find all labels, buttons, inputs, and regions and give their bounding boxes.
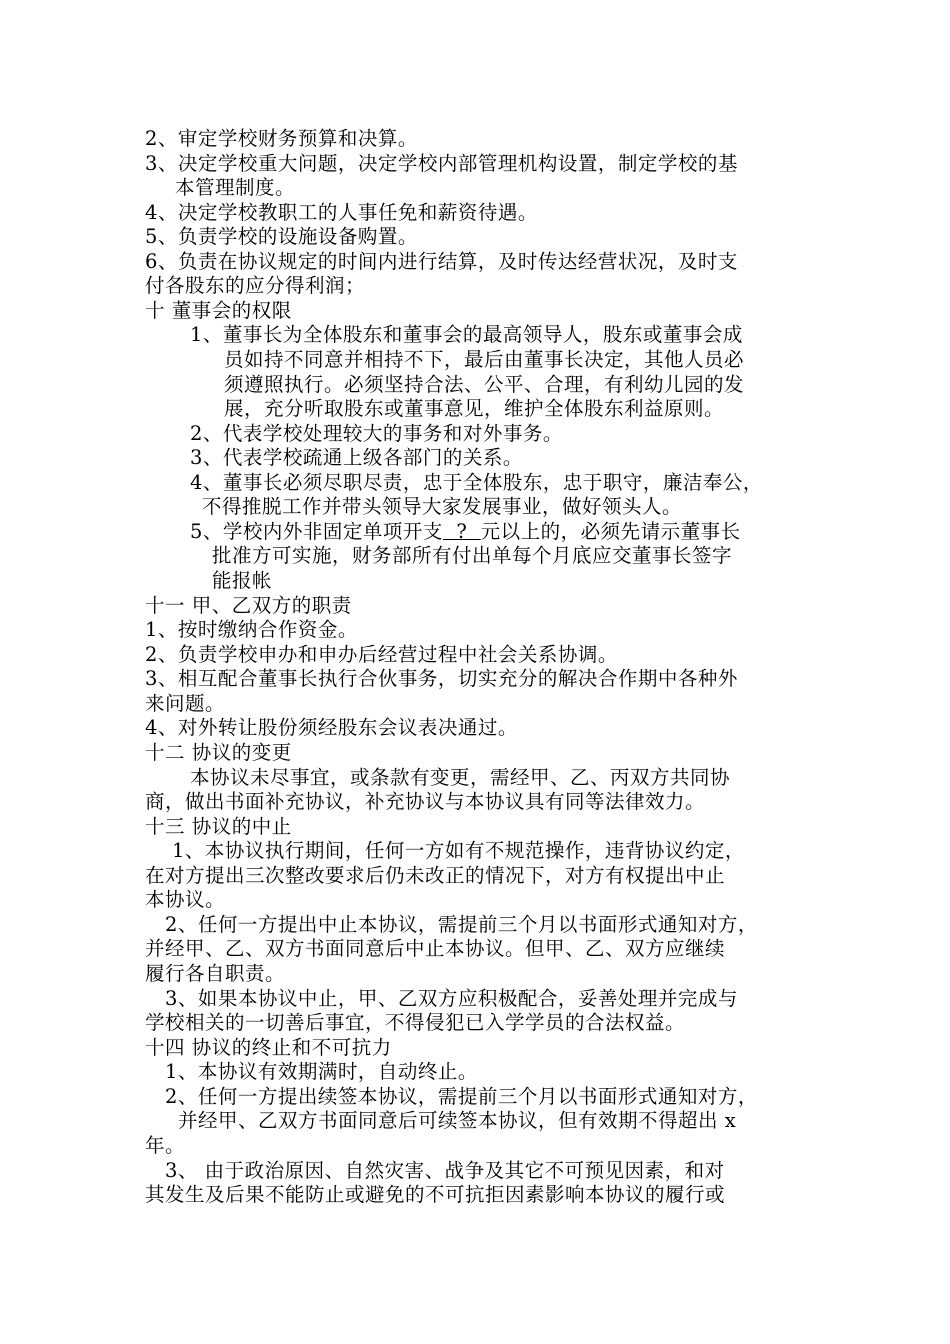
text-line: 展，充分听取股东或董事意见，维护全体股东利益原则。 [224, 397, 725, 420]
text-line: 并经甲、乙双方书面同意后可续签本协议，但有效期不得超出 x [178, 1109, 737, 1132]
text-line: 并经甲、乙、双方书面同意后中止本协议。但甲、乙、双方应继续 [145, 937, 726, 960]
text-line: 来问题。 [145, 692, 226, 715]
text-line: 4、对外转让股份须经股东会议表决通过。 [145, 716, 518, 739]
text-line: 1、本协议执行期间，任何一方如有不规范操作，违背协议约定， [172, 839, 745, 862]
text-line: 6、负责在协议规定的时间内进行结算，及时传达经营状况，及时支 [145, 250, 738, 273]
section-heading: 十二 协议的变更 [145, 741, 292, 764]
text-line: 1、本协议有效期满时，自动终止。 [165, 1060, 478, 1083]
text-line: 本协议。 [145, 888, 226, 911]
text-line: 1、按时缴纳合作资金。 [145, 618, 358, 641]
text-line: 员如持不同意并相持不下，最后由董事长决定，其他人员必 [224, 348, 745, 371]
text-line: 2、代表学校处理较大的事务和对外事务。 [190, 422, 563, 445]
text-line: 本协议未尽事宜，或条款有变更，需经甲、乙、丙双方共同协 [190, 766, 731, 789]
text-segment: 5、学校内外非固定单项开支 [190, 520, 443, 543]
text-line: 在对方提出三次整改要求后仍未改正的情况下，对方有权提出中止 [145, 864, 726, 887]
text-line: 本管理制度。 [175, 176, 296, 199]
text-line: 商，做出书面补充协议，补充协议与本协议具有同等法律效力。 [145, 790, 706, 813]
text-segment: 元以上的，必须先请示董事长 [480, 520, 741, 543]
text-line: 3、决定学校重大问题，决定学校内部管理机构设置，制定学校的基 [145, 152, 738, 175]
text-line: 3、 由于政治原因、自然灾害、战争及其它不可预见因素，和对 [165, 1159, 725, 1182]
text-line: 4、决定学校教职工的人事任免和薪资待遇。 [145, 201, 538, 224]
section-heading: 十四 协议的终止和不可抗力 [145, 1036, 392, 1059]
section-heading: 十三 协议的中止 [145, 815, 292, 838]
text-line: 付各股东的应分得利润； [145, 274, 366, 297]
blank-amount-field: ? [442, 520, 481, 543]
section-heading: 十一 甲、乙双方的职责 [145, 594, 352, 617]
text-line: 3、相互配合董事长执行合伙事务，切实充分的解决合作期中各种外 [145, 667, 738, 690]
text-line: 3、代表学校疏通上级各部门的关系。 [190, 446, 523, 469]
text-line: 学校相关的一切善后事宜，不得侵犯已入学学员的合法权益。 [145, 1011, 686, 1034]
text-line: 1、董事长为全体股东和董事会的最高领导人，股东或董事会成 [190, 323, 743, 346]
text-line: 批准方可实施，财务部所有付出单每个月底应交董事长签字 [212, 544, 733, 567]
text-line: 须遵照执行。必须坚持合法、公平、合理，有利幼儿园的发 [224, 373, 745, 396]
text-line: 不得推脱工作并带头领导大家发展事业，做好领头人。 [202, 495, 683, 518]
text-line: 年。 [145, 1134, 186, 1157]
text-line: 2、审定学校财务预算和决算。 [145, 127, 418, 150]
text-line: 2、任何一方提出中止本协议，需提前三个月以书面形式通知对方， [165, 913, 758, 936]
text-line: 其发生及后果不能防止或避免的不可抗拒因素影响本协议的履行或 [145, 1183, 726, 1206]
text-line: 履行各自职责。 [145, 962, 286, 985]
text-line: 5、负责学校的设施设备购置。 [145, 225, 418, 248]
text-line: 4、董事长必须尽职尽责，忠于全体股东，忠于职守，廉洁奉公， [190, 471, 763, 494]
text-line [190, 521, 741, 543]
text-line: 能报帐 [212, 569, 273, 592]
text-line: 3、如果本协议中止，甲、乙双方应积极配合，妥善处理并完成与 [165, 987, 738, 1010]
section-heading: 十 董事会的权限 [145, 299, 292, 322]
text-line: 2、任何一方提出续签本协议，需提前三个月以书面形式通知对方， [165, 1085, 758, 1108]
text-line: 2、负责学校申办和申办后经营过程中社会关系协调。 [145, 643, 618, 666]
